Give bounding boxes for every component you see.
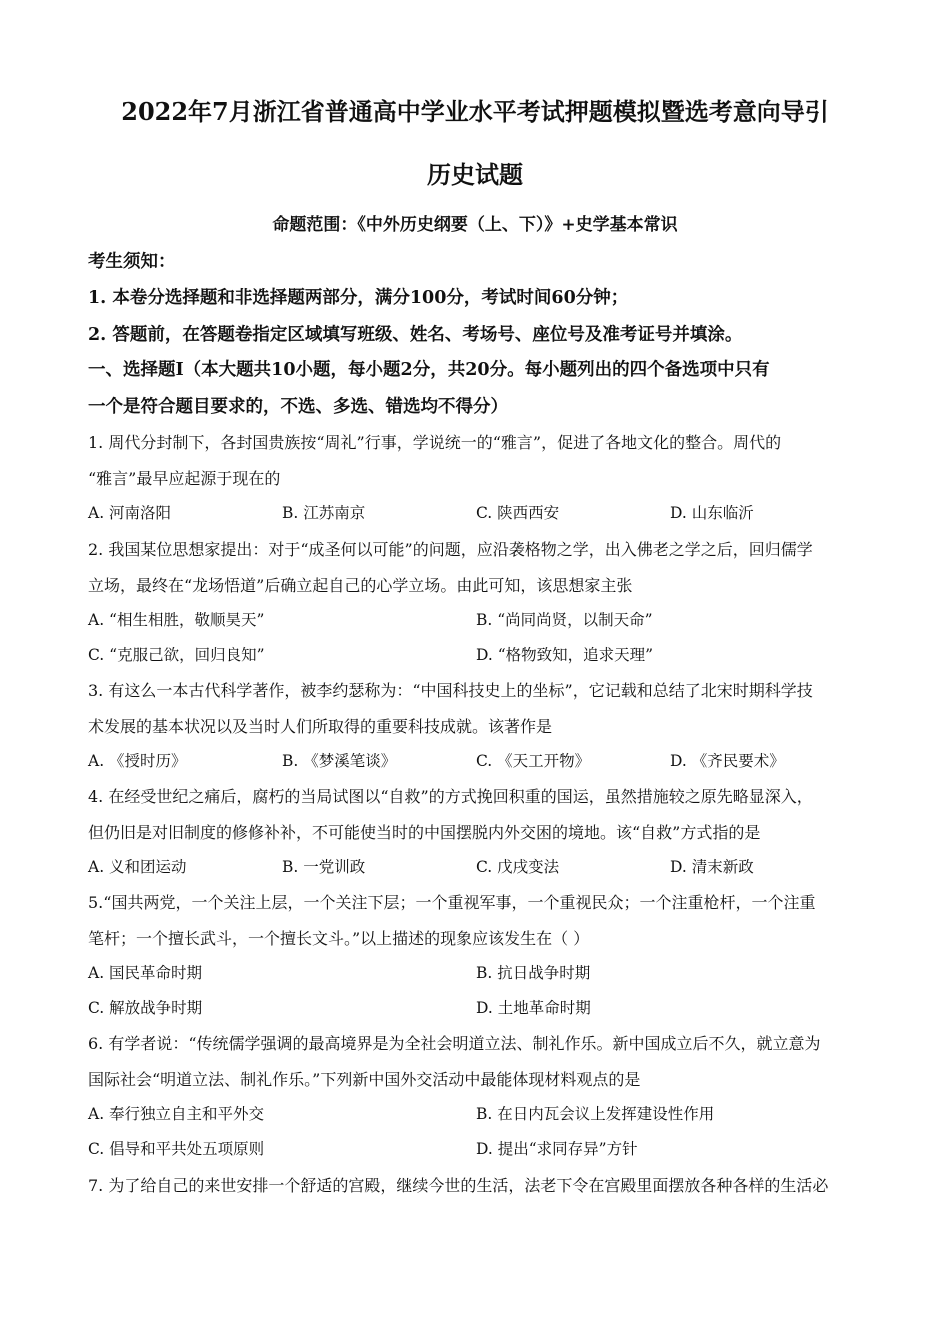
question-4-stem-cont: 但仍旧是对旧制度的修修补补，不可能使当时的中国摆脱内外交困的境地。该“自救”方式指的是 — [88, 823, 761, 842]
question-3-option-c: C. 《天工开物》 — [476, 752, 591, 770]
question-3-stem-cont: 术发展的基本状况以及当时人们所取得的重要科技成就。该著作是 — [88, 717, 553, 736]
question-5-option-a: A. 国民革命时期 — [88, 964, 203, 982]
section-heading: 一、选择题Ⅰ（本大题共10小题，每小题2分，共20分。每小题列出的四个备选项中只有 — [88, 360, 770, 380]
question-3-option-a: A. 《授时历》 — [88, 752, 187, 770]
question-4-stem: 4. 在经受世纪之痛后，腐朽的当局试图以“自救”的方式挽回积重的国运，虽然措施较之原先略显深入， — [88, 787, 813, 806]
question-2-stem-cont: 立场，最终在“龙场悟道”后确立起自己的心学立场。由此可知，该思想家主张 — [88, 576, 633, 595]
question-5-option-b: B. 抗日战争时期 — [476, 964, 591, 982]
question-6-option-b: B. 在日内瓦会议上发挥建设性作用 — [476, 1105, 715, 1123]
question-2-option-a: A. “相生相胜，敬顺昊天” — [88, 611, 265, 629]
question-6-option-d: D. 提出“求同存异”方针 — [476, 1140, 638, 1158]
question-7-stem: 7. 为了给自己的来世安排一个舒适的宫殿，继续今世的生活，法老下令在宫殿里面摆放各种各样的生活必 — [88, 1176, 829, 1195]
question-2-option-d: D. “格物致知，追求天理” — [476, 646, 654, 664]
question-5-stem: 5.“国共两党，一个关注上层，一个关注下层；一个重视军事，一个重视民众；一个注重枪杆，一个注重 — [88, 893, 816, 912]
question-1-option-d: D. 山东临沂 — [670, 504, 754, 522]
question-6-stem: 6. 有学者说：“传统儒学强调的最高境界是为全社会明道立法、制礼作乐。新中国成立后不久，就立意为 — [88, 1034, 821, 1053]
notice-heading: 考生须知： — [88, 252, 176, 272]
exam-title: 2022年7月浙江省普通高中学业水平考试押题模拟暨选考意向导引 — [121, 97, 829, 126]
question-2-option-c: C. “克服己欲，回归良知” — [88, 646, 265, 664]
section-heading-cont: 一个是符合题目要求的，不选、多选、错选均不得分） — [88, 397, 508, 417]
question-5-option-d: D. 土地革命时期 — [476, 999, 591, 1017]
question-1-option-c: C. 陕西西安 — [476, 504, 560, 522]
question-6-stem-cont: 国际社会“明道立法、制礼作乐。”下列新中国外交活动中最能体现材料观点的是 — [88, 1070, 641, 1089]
question-5-stem-cont: 笔杆；一个擅长武斗，一个擅长文斗。”以上描述的现象应该发生在（ ） — [88, 929, 590, 948]
question-2-option-b: B. “尚同尚贤，以制天命” — [476, 611, 653, 629]
question-4-option-d: D. 清末新政 — [670, 858, 754, 876]
question-3-option-d: D. 《齐民要术》 — [670, 752, 785, 770]
notice-item-2: 2. 答题前，在答题卷指定区域填写班级、姓名、考场号、座位号及准考证号并填涂。 — [88, 325, 743, 345]
question-1-option-a: A. 河南洛阳 — [88, 504, 172, 522]
exam-subject-title: 历史试题 — [427, 160, 523, 189]
question-4-option-a: A. 义和团运动 — [88, 858, 187, 876]
question-5-option-c: C. 解放战争时期 — [88, 999, 203, 1017]
notice-item-1: 1. 本卷分选择题和非选择题两部分，满分100分，考试时间60分钟； — [88, 288, 629, 308]
question-1-stem-cont: “雅言”最早应起源于现在的 — [88, 469, 281, 488]
exam-scope: 命题范围：《中外历史纲要（上、下）》+史学基本常识 — [272, 215, 678, 235]
question-2-stem: 2. 我国某位思想家提出：对于“成圣何以可能”的问题，应沿袭格物之学，出入佛老之学之后，回归儒学 — [88, 540, 813, 559]
question-3-option-b: B. 《梦溪笔谈》 — [282, 752, 397, 770]
question-6-option-a: A. 奉行独立自主和平外交 — [88, 1105, 265, 1123]
question-3-stem: 3. 有这么一本古代科学著作，被李约瑟称为：“中国科技史上的坐标”，它记载和总结了北宋时期科学技 — [88, 681, 813, 700]
question-6-option-c: C. 倡导和平共处五项原则 — [88, 1140, 265, 1158]
question-4-option-b: B. 一党训政 — [282, 858, 366, 876]
question-1-option-b: B. 江苏南京 — [282, 504, 366, 522]
question-4-option-c: C. 戊戌变法 — [476, 858, 560, 876]
question-1-stem: 1. 周代分封制下，各封国贵族按“周礼”行事，学说统一的“雅言”，促进了各地文化的整合。周代的 — [88, 433, 782, 452]
